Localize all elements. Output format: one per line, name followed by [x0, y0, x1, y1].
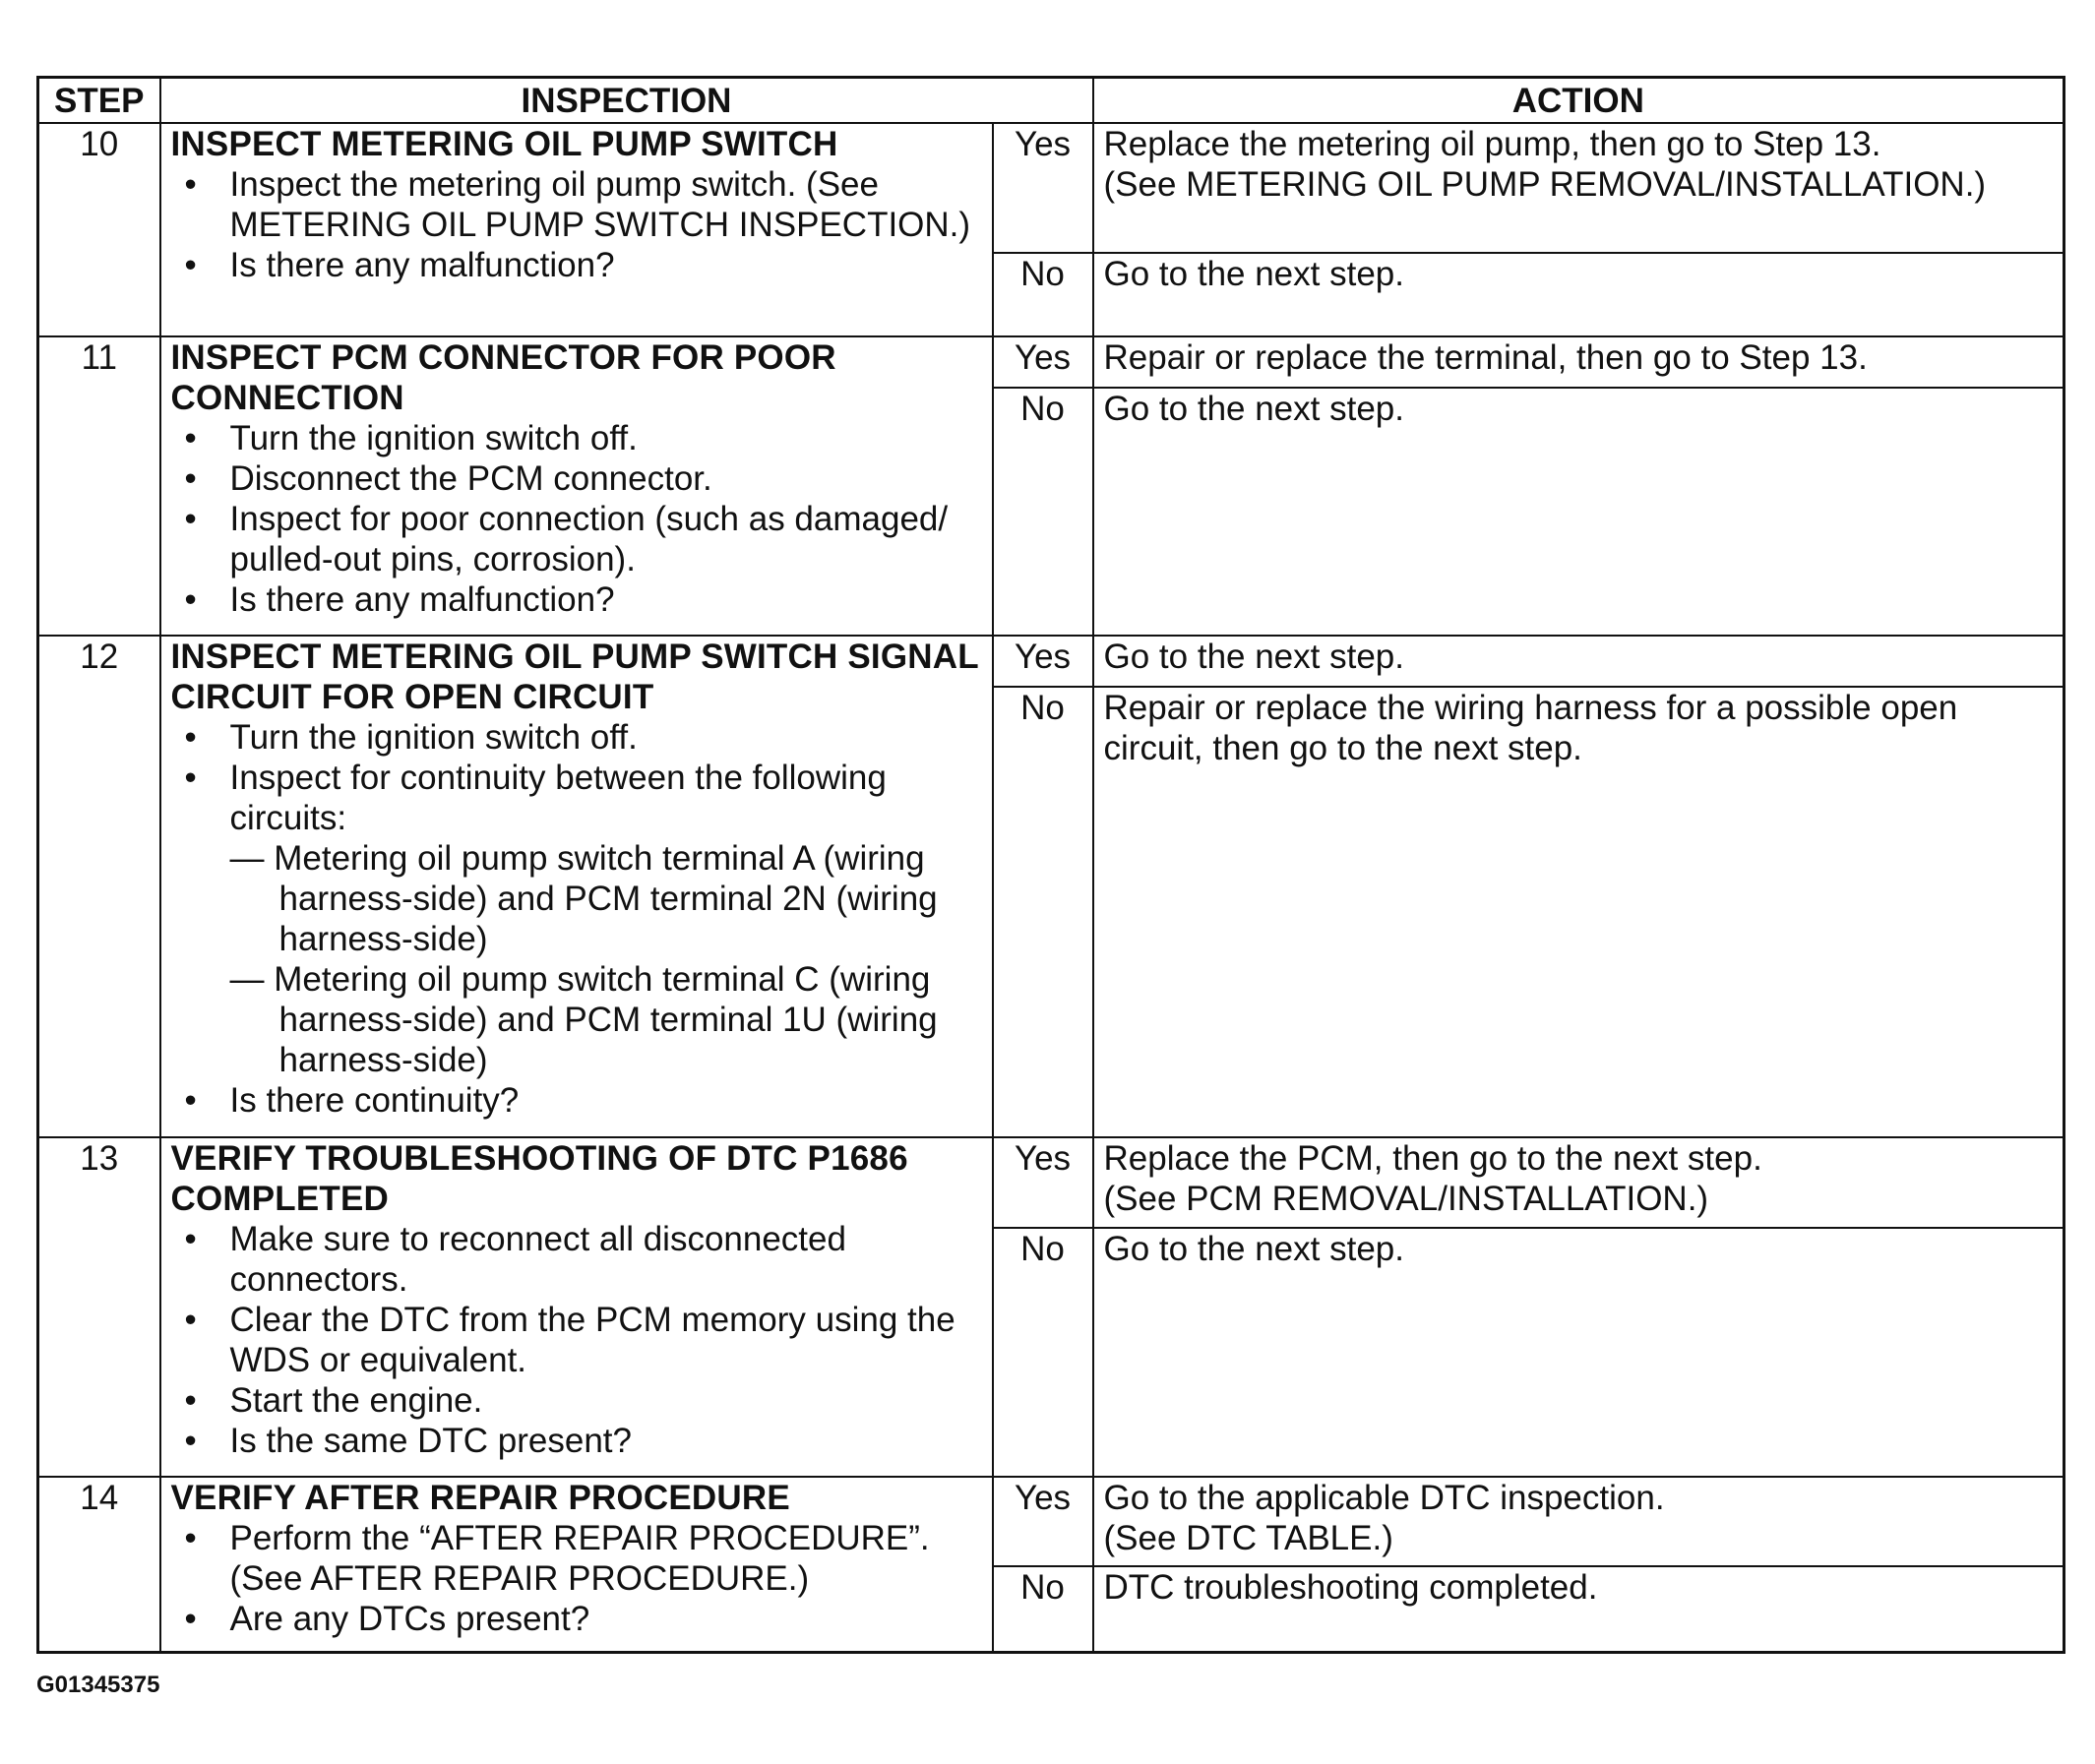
no-action [1093, 253, 2064, 336]
step-number: 12 [38, 636, 160, 1137]
action-line: (See PCM REMOVAL/INSTALLATION.) [1103, 1180, 1709, 1218]
inspection-cell [160, 336, 993, 636]
action-line: Go to the next step. [1103, 255, 1404, 293]
inspection-title: INSPECT PCM CONNECTOR FOR POOR CONNECTION [170, 338, 836, 417]
action-line: (See METERING OIL PUMP REMOVAL/INSTALLATION.) [1103, 165, 1987, 204]
action-line: (See DTC TABLE.) [1103, 1519, 1393, 1557]
inspection-cell [160, 1477, 993, 1652]
no-label: No [993, 687, 1093, 1137]
sub-list-item: — Metering oil pump switch terminal A (wiring harness-side) and PCM terminal 2N (wiring harness-side) [229, 839, 938, 958]
list-item: • Is the same DTC present? [171, 1421, 982, 1461]
yes-label: Yes [993, 123, 1093, 253]
list-item: • Disconnect the PCM connector. [171, 458, 982, 499]
action-line: Go to the next step. [1103, 390, 1404, 428]
table-row [38, 636, 2064, 687]
yes-action [1093, 123, 2064, 253]
table-row [38, 1137, 2064, 1228]
action-line: Go to the next step. [1103, 638, 1404, 676]
list-item: • Is there continuity? [171, 1080, 982, 1121]
inspection-title: INSPECT METERING OIL PUMP SWITCH SIGNAL CIRCUIT FOR OPEN CIRCUIT [170, 638, 979, 716]
inspection-list [171, 717, 982, 1121]
yes-action [1093, 336, 2064, 388]
yes-action [1093, 1477, 2064, 1566]
header-step: STEP [38, 78, 160, 124]
yes-label: Yes [993, 636, 1093, 687]
inspection-list [171, 164, 982, 285]
list-item: • Perform the “AFTER REPAIR PROCEDURE”. (See AFTER REPAIR PROCEDURE.) [171, 1518, 982, 1599]
inspection-cell [160, 123, 993, 336]
action-line: Repair or replace the terminal, then go to Step 13. [1103, 338, 1868, 377]
no-action [1093, 388, 2064, 636]
table-row [38, 1477, 2064, 1566]
step-number: 14 [38, 1477, 160, 1652]
inspection-title: INSPECT METERING OIL PUMP SWITCH [170, 125, 838, 163]
inspection-list [171, 1219, 982, 1461]
list-item: • Start the engine. [171, 1380, 982, 1421]
yes-action [1093, 1137, 2064, 1228]
yes-label: Yes [993, 1137, 1093, 1228]
inspection-list [171, 418, 982, 620]
action-line: Replace the metering oil pump, then go to Step 13. [1103, 125, 1881, 163]
inspection-cell [160, 1137, 993, 1477]
table-row [38, 336, 2064, 388]
inspection-cell [160, 636, 993, 1137]
no-label: No [993, 1228, 1093, 1477]
list-item: • Inspect the metering oil pump switch. (See METERING OIL PUMP SWITCH INSPECTION.) [171, 164, 982, 245]
no-action [1093, 1566, 2064, 1652]
troubleshooting-table [36, 76, 2065, 1654]
inspection-title: VERIFY AFTER REPAIR PROCEDURE [170, 1479, 790, 1517]
list-item: • Turn the ignition switch off. [171, 418, 982, 458]
list-item: • Inspect for poor connection (such as damaged/ pulled-out pins, corrosion). [171, 499, 982, 579]
action-line: Go to the applicable DTC inspection. [1103, 1479, 1665, 1517]
no-label: No [993, 1566, 1093, 1652]
action-line: Repair or replace the wiring harness for a possible open circuit, then go to the next step. [1103, 689, 1958, 767]
sub-list-item: — Metering oil pump switch terminal C (wiring harness-side) and PCM terminal 1U (wiring harness-side) [229, 960, 938, 1079]
no-label: No [993, 253, 1093, 336]
header-action: ACTION [1093, 78, 2064, 124]
yes-action [1093, 636, 2064, 687]
action-line: Go to the next step. [1103, 1230, 1404, 1268]
list-item: • Turn the ignition switch off. [171, 717, 982, 758]
header-inspection: INSPECTION [160, 78, 1093, 124]
step-number: 11 [38, 336, 160, 636]
list-item: • Inspect for continuity between the following circuits: [171, 758, 982, 838]
list-item: • Make sure to reconnect all disconnected connectors. [171, 1219, 982, 1300]
step-number: 10 [38, 123, 160, 336]
inspection-title: VERIFY TROUBLESHOOTING OF DTC P1686 COMPLETED [170, 1139, 908, 1218]
list-item: • Is there any malfunction? [171, 579, 982, 620]
list-item: • Is there any malfunction? [171, 245, 982, 285]
action-line: DTC troubleshooting completed. [1103, 1568, 1598, 1607]
no-label: No [993, 388, 1093, 636]
header-row [38, 78, 2064, 124]
step-number: 13 [38, 1137, 160, 1477]
yes-label: Yes [993, 1477, 1093, 1566]
table-row [38, 123, 2064, 253]
inspection-list [171, 1518, 982, 1639]
figure-code: G01345375 [36, 1672, 160, 1698]
yes-label: Yes [993, 336, 1093, 388]
action-line: Replace the PCM, then go to the next step. [1103, 1139, 1762, 1178]
list-item: • Are any DTCs present? [171, 1599, 982, 1639]
no-action [1093, 1228, 2064, 1477]
list-item: • Clear the DTC from the PCM memory using the WDS or equivalent. [171, 1300, 982, 1380]
no-action [1093, 687, 2064, 1137]
